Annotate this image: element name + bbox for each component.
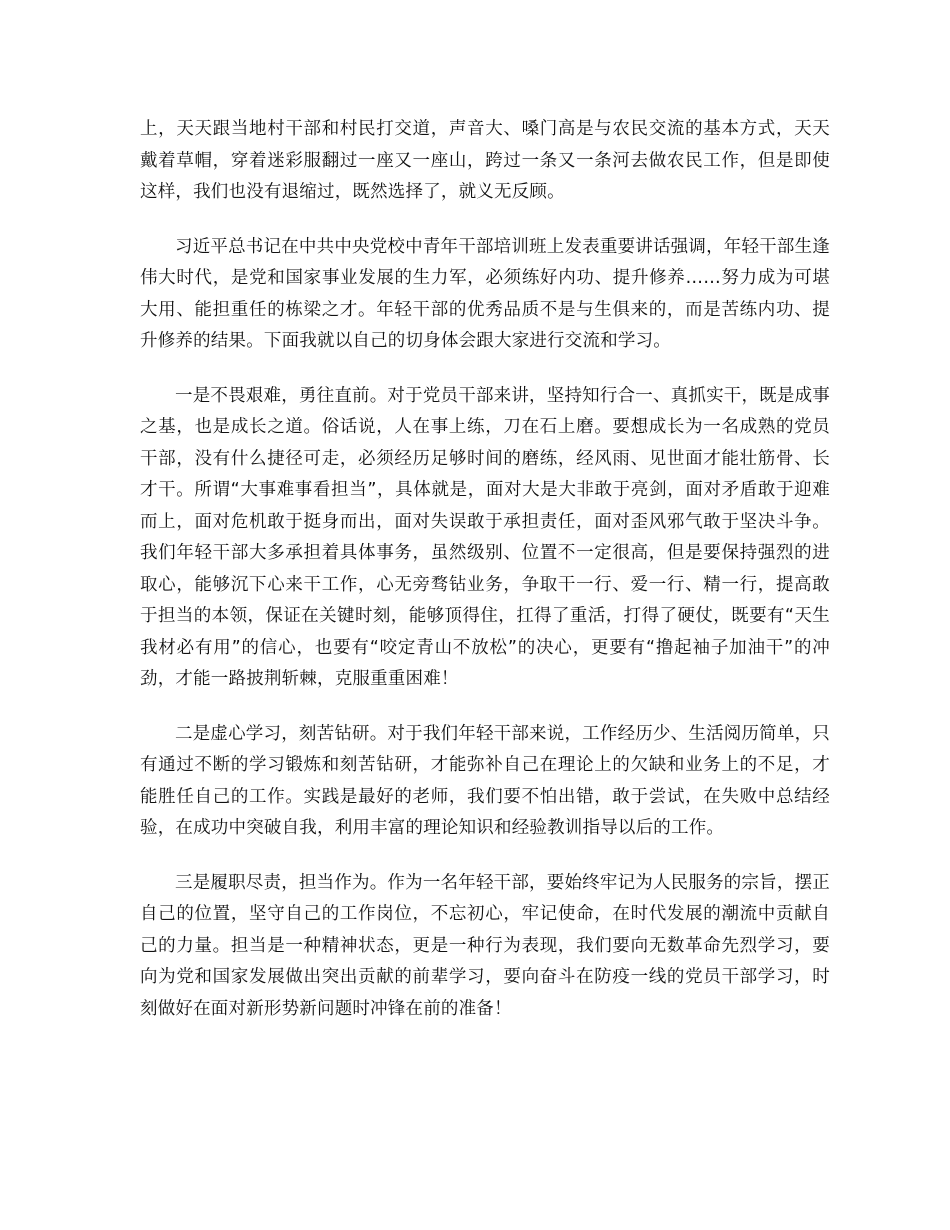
paragraph-continuation: 上，天天跟当地村干部和村民打交道，声音大、嗓门高是与农民交流的基本方式，天天戴着草帽，穿着迷彩服翻过一座又一座山，跨过一条又一条河去做农民工作，但是即使这样，我们也没有退缩过，既然选择了，就义无反顾。: [140, 119, 830, 202]
document-body: [140, 114, 830, 1048]
paragraph-point-one: 一是不畏艰难，勇往直前。对于党员干部来讲，坚持知行合一、真抓实干，既是成事之基，也是成长之道。俗话说，人在事上练，刀在石上磨。要想成长为一名成熟的党员干部，没有什么捷径可走，必须经历足够时间的磨练，经风雨、见世面才能壮筋骨、长才干。所谓“大事难事看担当”，具体就是，面对大是大非敢于亮剑，面对矛盾敢于迎难而上，面对危机敢于挺身而出，面对失误敢于承担责任，面对歪风邪气敢于坚决斗争。我们年轻干部大多承担着具体事务，虽然级别、位置不一定很高，但是要保持强烈的进取心，能够沉下心来干工作，心无旁骛钻业务，争取干一行、爱一行、精一行，提高敢于担当的本领，保证在关键时刻，能够顶得住，扛得了重活，打得了硬仗，既要有“天生我材必有用”的信心，也要有“咬定青山不放松”的决心，更要有“撸起袖子加油干”的冲劲，才能一路披荆斩棘，克服重重困难！: [140, 385, 830, 689]
paragraph-point-three: 三是履职尽责，担当作为。作为一名年轻干部，要始终牢记为人民服务的宗旨，摆正自己的位置，坚守自己的工作岗位，不忘初心，牢记使命，在时代发展的潮流中贡献自己的力量。担当是一种精神状态，更是一种行为表现，我们要向无数革命先烈学习，要向为党和国家发展做出突出贡献的前辈学习，要向奋斗在防疫一线的党员干部学习，时刻做好在面对新形势新问题时冲锋在前的准备！: [140, 872, 830, 1019]
paragraph-intro: 习近平总书记在中共中央党校中青年干部培训班上发表重要讲话强调，年轻干部生逢伟大时代，是党和国家事业发展的生力军，必须练好内功、提升修养……努力成为可堪大用、能担重任的栋梁之才。年轻干部的优秀品质不是与生俱来的，而是苦练内功、提升修养的结果。下面我就以自己的切身体会跟大家进行交流和学习。: [140, 236, 830, 351]
paragraph-point-two: 二是虚心学习，刻苦钻研。对于我们年轻干部来说，工作经历少、生活阅历简单，只有通过不断的学习锻炼和刻苦钻研，才能弥补自己在理论上的欠缺和业务上的不足，才能胜任自己的工作。实践是最好的老师，我们要不怕出错，敢于尝试，在失败中总结经验，在成功中突破自我，利用丰富的理论知识和经验教训指导以后的工作。: [140, 723, 830, 838]
